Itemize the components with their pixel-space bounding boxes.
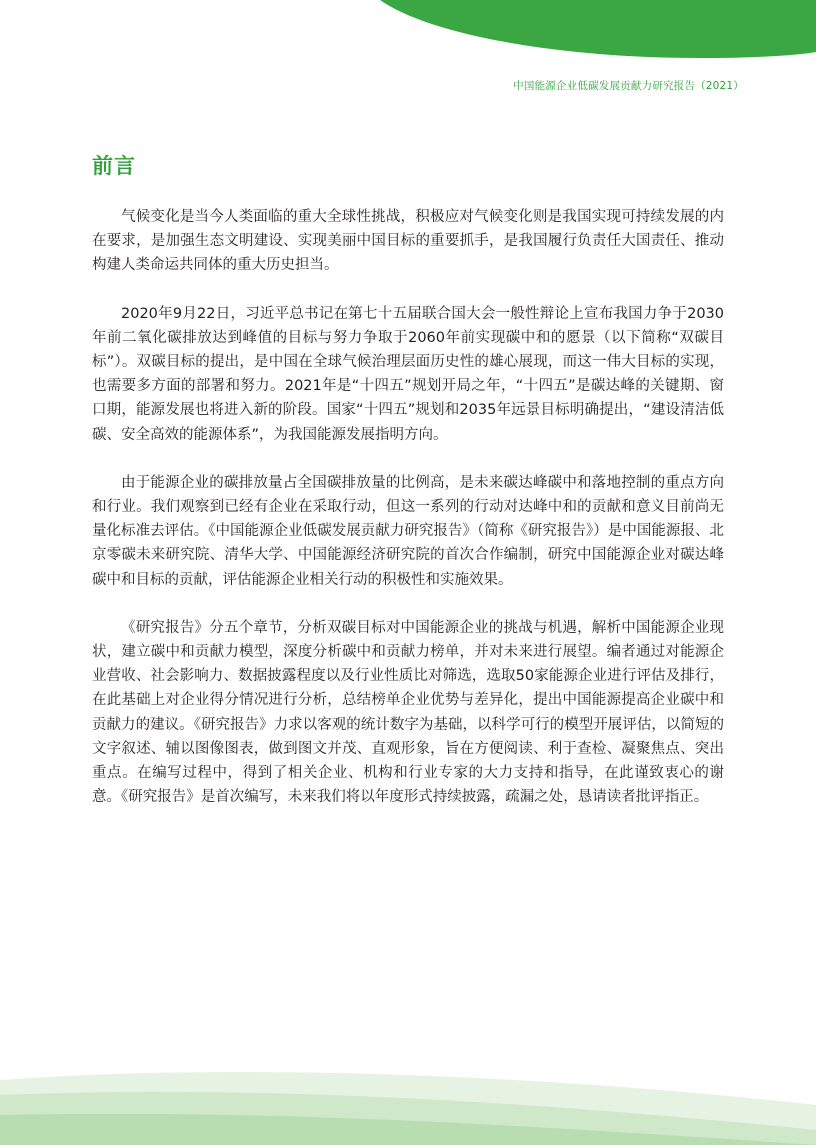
paragraph: 《研究报告》分五个章节，分析双碳目标对中国能源企业的挑战与机遇，解析中国能源企业现状，建立碳中和贡献力模型，深度分析碳中和贡献力榜单，并对未来进行展望。编者通过对能源企业营收、社会影响力、数据披露程度以及行业性质比对筛选，选取50家能源企业进行评估及排行，在此基础上对企业得分情况进行分析，总结榜单企业优势与差异化，提出中国能源提高企业碳中和贡献力的建议。《研究报告》力求以客观的统计数字为基础，以科学可行的模型开展评估，以简短的文字叙述、辅以图像图表，做到图文并茂、直观形象，旨在方便阅读、利于查检、凝聚焦点、突出重点。在编写过程中，得到了相关企业、机构和行业专家的大力支持和指导，在此谨致衷心的谢意。《研究报告》是首次编写，未来我们将以年度形式持续披露，疏漏之处，恳请读者批评指正。 [92, 619, 724, 806]
top-green-arc-decoration [0, 0, 816, 60]
paragraph: 气候变化是当今人类面临的重大全球性挑战，积极应对气候变化则是我国实现可持续发展的内在要求，是加强生态文明建设、实现美丽中国目标的重要抓手，是我国履行负责任大国责任、推动构建人类命运共同体的重大历史担当。 [92, 209, 724, 274]
section-title: 前言 [92, 154, 136, 178]
paragraph: 2020年9月22日，习近平总书记在第七十五届联合国大会一般性辩论上宣布我国力争于2030年前二氧化碳排放达到峰值的目标与努力争取于2060年前实现碳中和的愿景（以下简称“双碳目标”）。双碳目标的提出，是中国在全球气候治理层面历史性的雄心展现，而这一伟大目标的实现，也需要多方面的部署和努力。2021年是“十四五”规划开局之年，“十四五”是碳达峰的关键期、窗口期，能源发展也将进入新的阶段。国家“十四五”规划和2035年远景目标明确提出，“建设清洁低碳、安全高效的能源体系”，为我国能源发展指明方向。 [92, 305, 724, 443]
bottom-green-wave-decoration [0, 1060, 816, 1145]
paragraph: 由于能源企业的碳排放量占全国碳排放量的比例高，是未来碳达峰碳中和落地控制的重点方向和行业。我们观察到已经有企业在采取行动，但这一系列的行动对达峰中和的贡献和意义目前尚无量化标准去评估。《中国能源企业低碳发展贡献力研究报告》（简称《研究报告》）是中国能源报、北京零碳未来研究院、清华大学、中国能源经济研究院的首次合作编制，研究中国能源企业对碳达峰碳中和目标的贡献，评估能源企业相关行动的积极性和实施效果。 [92, 474, 724, 588]
top-green-arc-shape [380, 0, 816, 58]
preface-body [92, 205, 724, 833]
report-running-header: 中国能源企业低碳发展贡献力研究报告（2021） [513, 80, 744, 92]
